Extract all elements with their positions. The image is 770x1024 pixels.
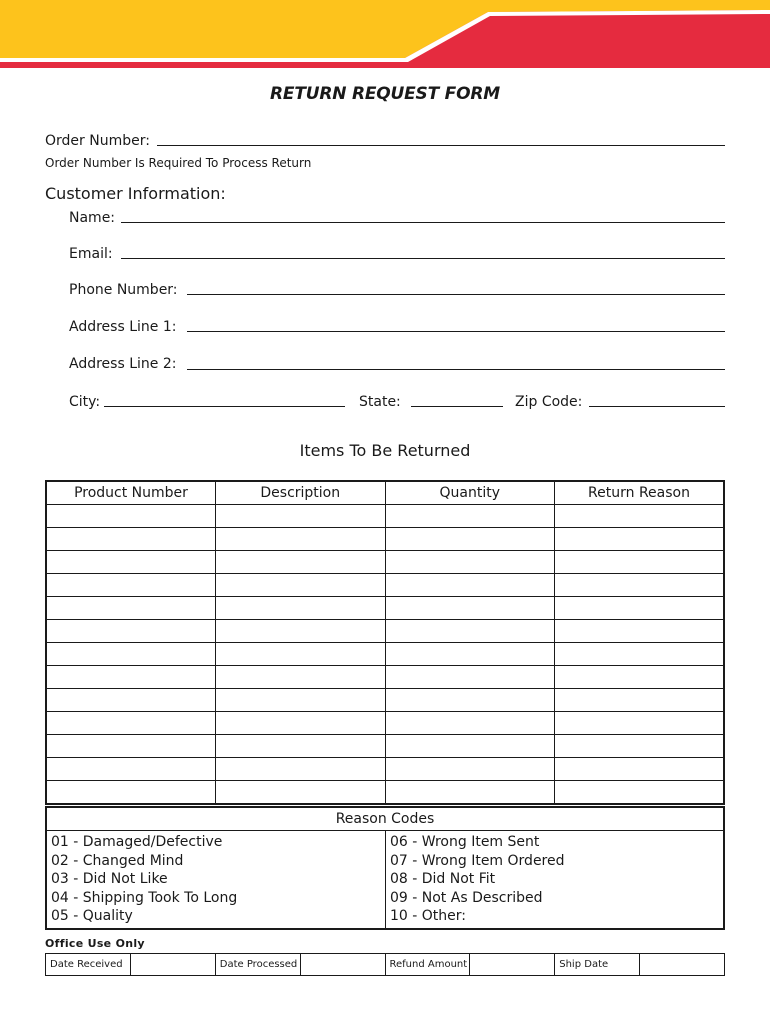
description-cell[interactable] <box>216 620 386 643</box>
items-row <box>46 689 724 712</box>
reason-code-item: 06 - Wrong Item Sent <box>390 834 540 850</box>
reason-code-item: 02 - Changed Mind <box>51 852 184 869</box>
items-row <box>46 735 724 758</box>
return-reason-cell[interactable] <box>555 781 725 805</box>
column-quantity: Quantity <box>385 481 555 505</box>
return-reason-cell[interactable] <box>555 528 725 551</box>
items-row <box>46 620 724 643</box>
date-processed-field[interactable] <box>300 954 385 976</box>
office-use-heading: Office Use Only <box>45 937 145 950</box>
state-field[interactable] <box>411 406 503 407</box>
order-number-note: Order Number Is Required To Process Return <box>45 156 312 170</box>
description-cell[interactable] <box>216 758 386 781</box>
address-line-2-field[interactable] <box>187 369 725 370</box>
quantity-cell[interactable] <box>385 689 555 712</box>
order-number-field[interactable] <box>157 145 725 146</box>
return-reason-cell[interactable] <box>555 620 725 643</box>
return-reason-cell[interactable] <box>555 505 725 528</box>
quantity-cell[interactable] <box>385 758 555 781</box>
items-row <box>46 643 724 666</box>
reason-code-item: 08 - Did Not Fit <box>390 871 496 888</box>
reason-codes-heading: Reason Codes <box>47 808 723 831</box>
items-row <box>46 712 724 735</box>
description-cell[interactable] <box>216 712 386 735</box>
description-cell[interactable] <box>216 597 386 620</box>
return-reason-cell[interactable] <box>555 597 725 620</box>
reason-code-item: 04 - Shipping Took To Long <box>51 889 238 906</box>
items-row <box>46 597 724 620</box>
customer-info-heading: Customer Information: <box>45 184 226 203</box>
return-reason-cell[interactable] <box>555 551 725 574</box>
items-row <box>46 781 724 805</box>
zip-code-label: Zip Code: <box>515 394 583 410</box>
phone-field[interactable] <box>187 294 725 295</box>
return-reason-cell[interactable] <box>555 735 725 758</box>
address-line-1-field[interactable] <box>187 331 725 332</box>
state-label: State: <box>359 394 401 410</box>
column-description: Description <box>216 481 386 505</box>
description-cell[interactable] <box>216 689 386 712</box>
product-number-cell[interactable] <box>46 551 216 574</box>
address-line-1-label: Address Line 1: <box>69 319 177 335</box>
items-row <box>46 666 724 689</box>
quantity-cell[interactable] <box>385 620 555 643</box>
reason-codes-box <box>45 806 725 930</box>
product-number-cell[interactable] <box>46 666 216 689</box>
product-number-cell[interactable] <box>46 620 216 643</box>
city-field[interactable] <box>104 406 345 407</box>
product-number-cell[interactable] <box>46 758 216 781</box>
description-cell[interactable] <box>216 666 386 689</box>
reason-code-item: 01 - Damaged/Defective <box>51 834 223 850</box>
reason-codes-right-column <box>390 833 565 926</box>
ship-date-field[interactable] <box>640 954 725 976</box>
name-label: Name: <box>69 210 116 226</box>
description-cell[interactable] <box>216 735 386 758</box>
quantity-cell[interactable] <box>385 574 555 597</box>
name-field[interactable] <box>121 222 725 223</box>
quantity-cell[interactable] <box>385 666 555 689</box>
header-banner <box>0 0 770 72</box>
return-reason-cell[interactable] <box>555 712 725 735</box>
items-row <box>46 551 724 574</box>
quantity-cell[interactable] <box>385 597 555 620</box>
return-reason-cell[interactable] <box>555 666 725 689</box>
date-processed-label: Date Processed <box>215 954 300 976</box>
items-row <box>46 505 724 528</box>
reason-codes-divider <box>385 830 386 928</box>
quantity-cell[interactable] <box>385 781 555 805</box>
zip-code-field[interactable] <box>589 406 725 407</box>
return-reason-cell[interactable] <box>555 643 725 666</box>
reason-code-item: 10 - Other: <box>390 908 466 925</box>
description-cell[interactable] <box>216 643 386 666</box>
column-product-number: Product Number <box>46 481 216 505</box>
quantity-cell[interactable] <box>385 712 555 735</box>
product-number-cell[interactable] <box>46 781 216 805</box>
office-use-row <box>46 954 725 976</box>
items-header-row <box>46 481 724 505</box>
reason-codes-left-column <box>51 833 237 926</box>
description-cell[interactable] <box>216 574 386 597</box>
product-number-cell[interactable] <box>46 643 216 666</box>
ship-date-label: Ship Date <box>555 954 640 976</box>
items-heading: Items To Be Returned <box>299 441 471 460</box>
form-title: RETURN REQUEST FORM <box>270 84 500 104</box>
reason-code-item: 09 - Not As Described <box>390 889 543 906</box>
column-return-reason: Return Reason <box>555 481 725 505</box>
items-row <box>46 528 724 551</box>
date-received-field[interactable] <box>130 954 215 976</box>
product-number-cell[interactable] <box>46 689 216 712</box>
quantity-cell[interactable] <box>385 735 555 758</box>
product-number-cell[interactable] <box>46 712 216 735</box>
return-reason-cell[interactable] <box>555 689 725 712</box>
quantity-cell[interactable] <box>385 505 555 528</box>
address-line-2-label: Address Line 2: <box>69 356 177 372</box>
description-cell[interactable] <box>216 781 386 805</box>
quantity-cell[interactable] <box>385 528 555 551</box>
office-use-table <box>45 953 725 976</box>
return-reason-cell[interactable] <box>555 574 725 597</box>
items-table <box>45 480 725 805</box>
description-cell[interactable] <box>216 528 386 551</box>
email-field[interactable] <box>121 258 725 259</box>
product-number-cell[interactable] <box>46 597 216 620</box>
quantity-cell[interactable] <box>385 643 555 666</box>
quantity-cell[interactable] <box>385 551 555 574</box>
reason-code-item: 05 - Quality <box>51 908 133 925</box>
return-reason-cell[interactable] <box>555 758 725 781</box>
reason-code-item: 03 - Did Not Like <box>51 871 168 888</box>
description-cell[interactable] <box>216 505 386 528</box>
city-label: City: <box>69 394 101 410</box>
date-received-label: Date Received <box>46 954 131 976</box>
product-number-cell[interactable] <box>46 574 216 597</box>
reason-code-item: 07 - Wrong Item Ordered <box>390 852 565 869</box>
description-cell[interactable] <box>216 551 386 574</box>
product-number-cell[interactable] <box>46 528 216 551</box>
items-row <box>46 574 724 597</box>
email-label: Email: <box>69 246 113 262</box>
refund-amount-field[interactable] <box>470 954 555 976</box>
product-number-cell[interactable] <box>46 505 216 528</box>
order-number-label: Order Number: <box>45 133 150 149</box>
phone-label: Phone Number: <box>69 282 178 298</box>
items-row <box>46 758 724 781</box>
refund-amount-label: Refund Amount <box>385 954 470 976</box>
product-number-cell[interactable] <box>46 735 216 758</box>
